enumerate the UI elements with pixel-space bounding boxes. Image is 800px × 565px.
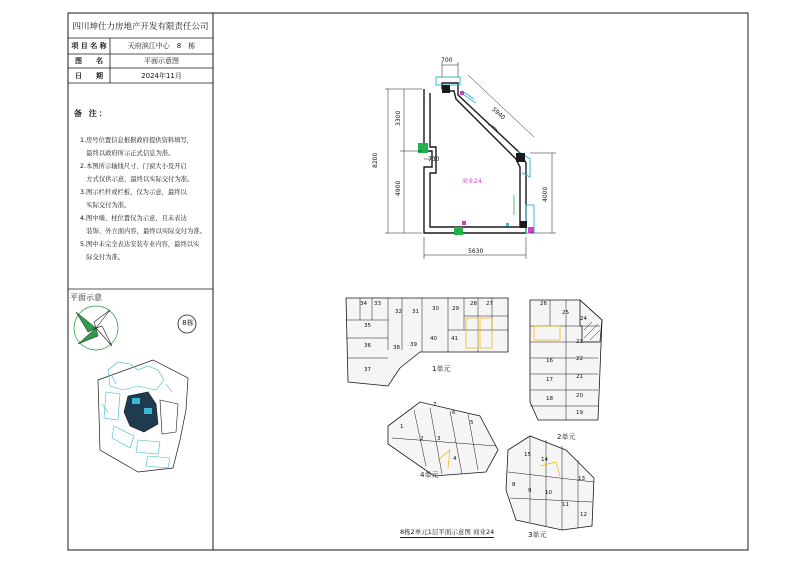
dim-bottom: 5630 [468, 248, 484, 255]
unit-number: 1 [400, 424, 404, 430]
unit-number: 26 [540, 301, 547, 307]
unit-number: 28 [470, 301, 477, 307]
room-label: 商业24 [462, 178, 482, 185]
unit-number: 8 [512, 482, 516, 488]
unit-number: 6 [452, 410, 456, 416]
unit-number: 41 [451, 336, 458, 342]
unit-number: 39 [410, 342, 417, 348]
unit-number: 18 [546, 396, 553, 402]
drawing-name-label: 图 名 [75, 57, 103, 65]
key-plan-caption: 8栋2单元1层平面示意图 商业24 [400, 528, 495, 536]
unit-number: 40 [430, 336, 437, 342]
unit-number: 2 [420, 436, 424, 442]
unit-number: 23 [576, 339, 583, 345]
unit-number: 19 [576, 410, 583, 416]
unit-number: 4 [453, 456, 457, 462]
site-map [98, 360, 188, 472]
unit-number: 22 [576, 356, 583, 362]
dim-diagonal: 5940 [490, 106, 507, 122]
site-plan-heading: 平面示意 [70, 293, 102, 302]
project-name-label: 项 目 名 称 [71, 42, 107, 50]
unit-number: 34 [360, 301, 367, 307]
unit-number: 21 [576, 374, 583, 380]
dim-left-lower: 4900 [395, 180, 402, 196]
site-plan [68, 300, 213, 550]
notes-list [80, 134, 210, 264]
note-line: 5.图中未完全表达安装专业内容，最终以实 [80, 241, 200, 248]
note-line: 实际交付为准。 [80, 202, 131, 209]
unit-number: 29 [452, 306, 459, 312]
building-tag-label: 8栋 [182, 319, 194, 327]
unit-number: 15 [524, 452, 531, 458]
unit-number: 12 [580, 512, 587, 518]
notes-heading: 备 注： [74, 109, 109, 118]
unit-number: 9 [528, 488, 532, 494]
unit-number: 33 [374, 301, 381, 307]
dim-left-upper: 3300 [395, 110, 402, 126]
unit-number: 13 [578, 476, 585, 482]
dim-left-total: 8200 [372, 152, 379, 168]
unit-number: 11 [562, 502, 569, 508]
unit2-label: 2单元 [557, 433, 576, 441]
floor-plan [370, 55, 570, 265]
unit-number: 37 [364, 367, 371, 373]
dim-top: 700 [441, 57, 453, 64]
unit4-label: 4单元 [420, 471, 439, 479]
unit-number: 38 [393, 345, 400, 351]
unit-number: 25 [562, 310, 569, 316]
note-line: 装饰、外立面内容，最终以实际交付为准。 [80, 228, 206, 235]
key-plan [330, 290, 620, 550]
date-value: 2024年11月 [141, 71, 182, 80]
north-arrow-icon [74, 306, 118, 350]
unit-number: 7 [433, 402, 437, 408]
date-label: 日 期 [75, 71, 103, 80]
note-line: 3.图示栏杆或栏板，仅为示意，最终以 [80, 189, 187, 196]
unit1-label: 1单元 [432, 365, 451, 373]
dim-right: 4000 [542, 186, 549, 202]
note-line: 际交付为准。 [80, 254, 125, 261]
note-line: 1.房号位置信息根据政府提供资料填写， [80, 137, 194, 144]
unit-number: 35 [364, 323, 371, 329]
unit3-label: 3单元 [528, 531, 547, 539]
project-name-value: 天府滨江中心 8 栋 [127, 42, 196, 50]
unit-number: 10 [545, 490, 552, 496]
unit-number: 20 [576, 393, 583, 399]
unit-number: 24 [580, 316, 587, 322]
green-column-icon [418, 143, 463, 235]
unit-number: 14 [541, 457, 548, 463]
unit-number: 17 [546, 377, 553, 383]
fixture-icon [462, 195, 514, 226]
unit-number: 16 [546, 358, 553, 364]
company-name: 四川坤仕力房地产开发有限责任公司 [72, 21, 209, 32]
unit-number: 32 [395, 309, 402, 315]
note-line: 4.图中墙、柱位置仅为示意，且未表达 [80, 215, 187, 222]
unit-number: 3 [437, 436, 441, 442]
unit-number: 36 [364, 343, 371, 349]
dim-notch: 730 [428, 156, 440, 163]
drawing-name-value: 平面示意图 [144, 57, 179, 65]
unit-number: 31 [412, 309, 419, 315]
note-line: 方式仅供示意，最终以实际交付为准。 [80, 176, 194, 183]
unit-number: 27 [486, 301, 493, 307]
note-line: 2.本图所示轴线尺寸、门窗大小及开启 [80, 163, 187, 170]
unit-number: 30 [432, 306, 439, 312]
note-line: 最终以政府所示正式信息为准。 [80, 150, 175, 157]
unit-number: 5 [470, 420, 474, 426]
